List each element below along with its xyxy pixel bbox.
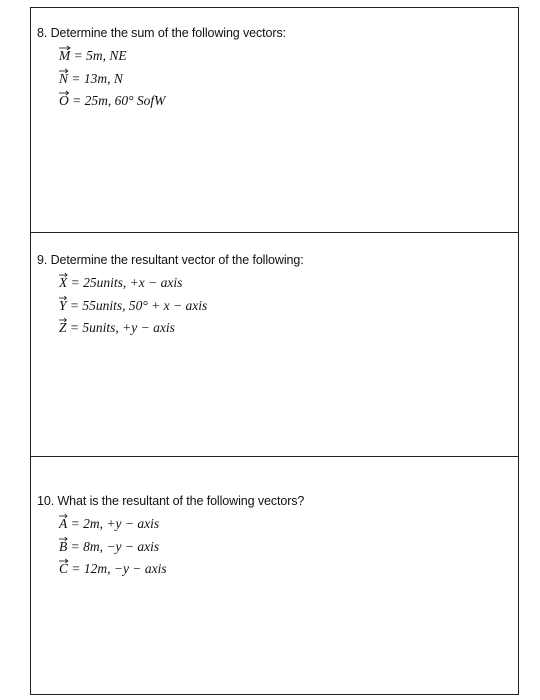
question-10-text: 10. What is the resultant of the following vectors?: [37, 494, 305, 508]
vector-symbol: O: [59, 89, 69, 113]
vector-symbol: N: [59, 67, 68, 91]
vector-symbol: M: [59, 44, 70, 68]
vector-equation: [59, 512, 167, 535]
question-cell-10: [31, 456, 518, 694]
vector-value: = 13m, N: [68, 70, 123, 86]
worksheet-table: [30, 7, 519, 695]
vector-symbol: Y: [59, 294, 67, 318]
vector-equation: [59, 67, 165, 90]
vector-equation: [59, 89, 165, 112]
question-8-text: 8. Determine the sum of the following vectors:: [37, 26, 286, 40]
vector-equation: [59, 271, 207, 294]
vector-value: = 12m, −y − axis: [68, 561, 167, 576]
vector-equation: [59, 557, 167, 580]
question-cell-9: [31, 232, 518, 456]
vector-symbol: C: [59, 557, 68, 581]
vector-value: = 5m, NE: [70, 48, 127, 63]
vector-symbol: A: [59, 512, 67, 536]
vector-list: [59, 512, 167, 580]
vector-value: = 25m, 60° SofW: [68, 93, 166, 108]
question-9-text: 9. Determine the resultant vector of the following:: [37, 253, 304, 267]
vector-list: [59, 44, 165, 112]
vector-equation: [59, 44, 165, 67]
vector-symbol: X: [59, 271, 67, 295]
vector-symbol: B: [59, 535, 67, 559]
vector-equation: [59, 294, 207, 317]
vector-value: = 25units, +x − axis: [67, 275, 183, 290]
vector-value: = 5units, +y − axis: [66, 320, 175, 335]
question-cell-8: [31, 8, 518, 232]
vector-equation: [59, 316, 207, 339]
vector-value: = 55units, 50° + x − axis: [66, 297, 208, 313]
vector-equation: [59, 535, 167, 558]
vector-value: = 8m, −y − axis: [67, 538, 160, 554]
vector-symbol: Z: [59, 316, 67, 340]
vector-value: = 2m, +y − axis: [67, 516, 160, 531]
vector-list: [59, 271, 207, 339]
